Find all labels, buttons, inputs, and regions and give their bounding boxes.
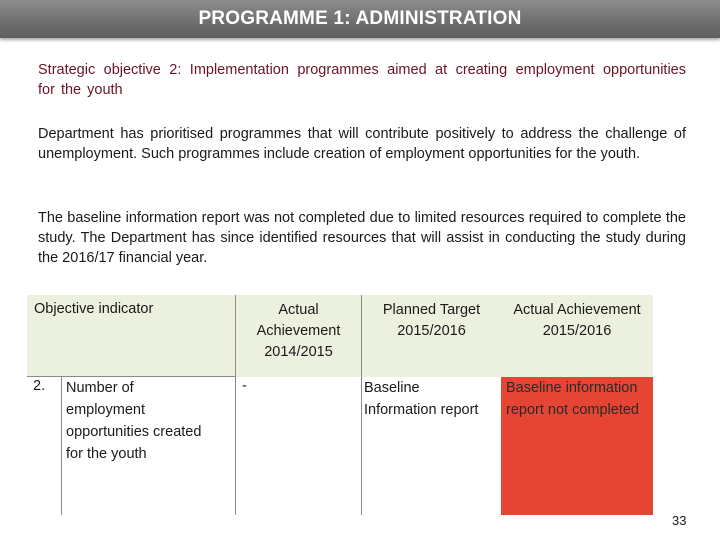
row-number: 2. (33, 378, 46, 394)
header-actual-2014-line-2: Achievement (256, 323, 341, 339)
header-actual-2014-line-3: 2014/2015 (264, 344, 333, 360)
planned-target-cell (362, 377, 502, 516)
header-actual-2015-line-2: 2015/2016 (542, 323, 612, 339)
header-planned-target (362, 295, 502, 377)
header-actual-achievement-2015 (501, 295, 653, 377)
paragraph-prioritised-programmes: Department has prioritised programmes that will contribute positively to address the challenge of unemployment. Such programmes include creation of employment opportunities for the youth. (38, 126, 686, 162)
actual-2015-line-2: report not completed (506, 401, 639, 418)
indicator-line-2: employment (66, 402, 145, 418)
header-planned-target-line-2: 2015/2016 (397, 323, 466, 339)
actual-2014-value: - (242, 377, 247, 394)
table-header-row (27, 295, 653, 377)
indicator-line-3: opportunities created (66, 424, 202, 440)
actual-2015-status-cell (501, 377, 653, 516)
planned-target-line-2: Information report (364, 401, 479, 418)
table-row (27, 377, 653, 516)
actual-2014-cell (236, 377, 362, 516)
indicator-line-4: for the youth (66, 446, 147, 462)
header-actual-2015-line-1: Actual Achievement (513, 302, 641, 318)
strategic-objective-heading: Strategic objective 2: Implementation programmes aimed at creating employment opportunities for the youth (38, 62, 686, 98)
page-number: 33 (672, 513, 687, 528)
indicator-cell (62, 377, 236, 516)
actual-2015-line-1: Baseline information (506, 379, 638, 396)
page-title: PROGRAMME 1: ADMINISTRATION (198, 8, 522, 29)
row-number-cell (27, 377, 62, 516)
paragraph-baseline-report: The baseline information report was not completed due to limited resources required to complete the study. The Department has since identified resources that will assist in conducting the study during the 2016/17 financial year. (38, 210, 686, 266)
header-actual-achievement-2014 (236, 295, 362, 377)
indicator-line-1: Number of (66, 380, 134, 396)
header-planned-target-line-1: Planned Target (382, 302, 481, 318)
objective-indicator-table (27, 295, 654, 515)
title-bar (0, 0, 720, 38)
planned-target-line-1: Baseline (364, 379, 420, 396)
header-objective-indicator: Objective indicator (27, 295, 236, 377)
header-actual-2014-line-1: Actual (278, 302, 319, 318)
